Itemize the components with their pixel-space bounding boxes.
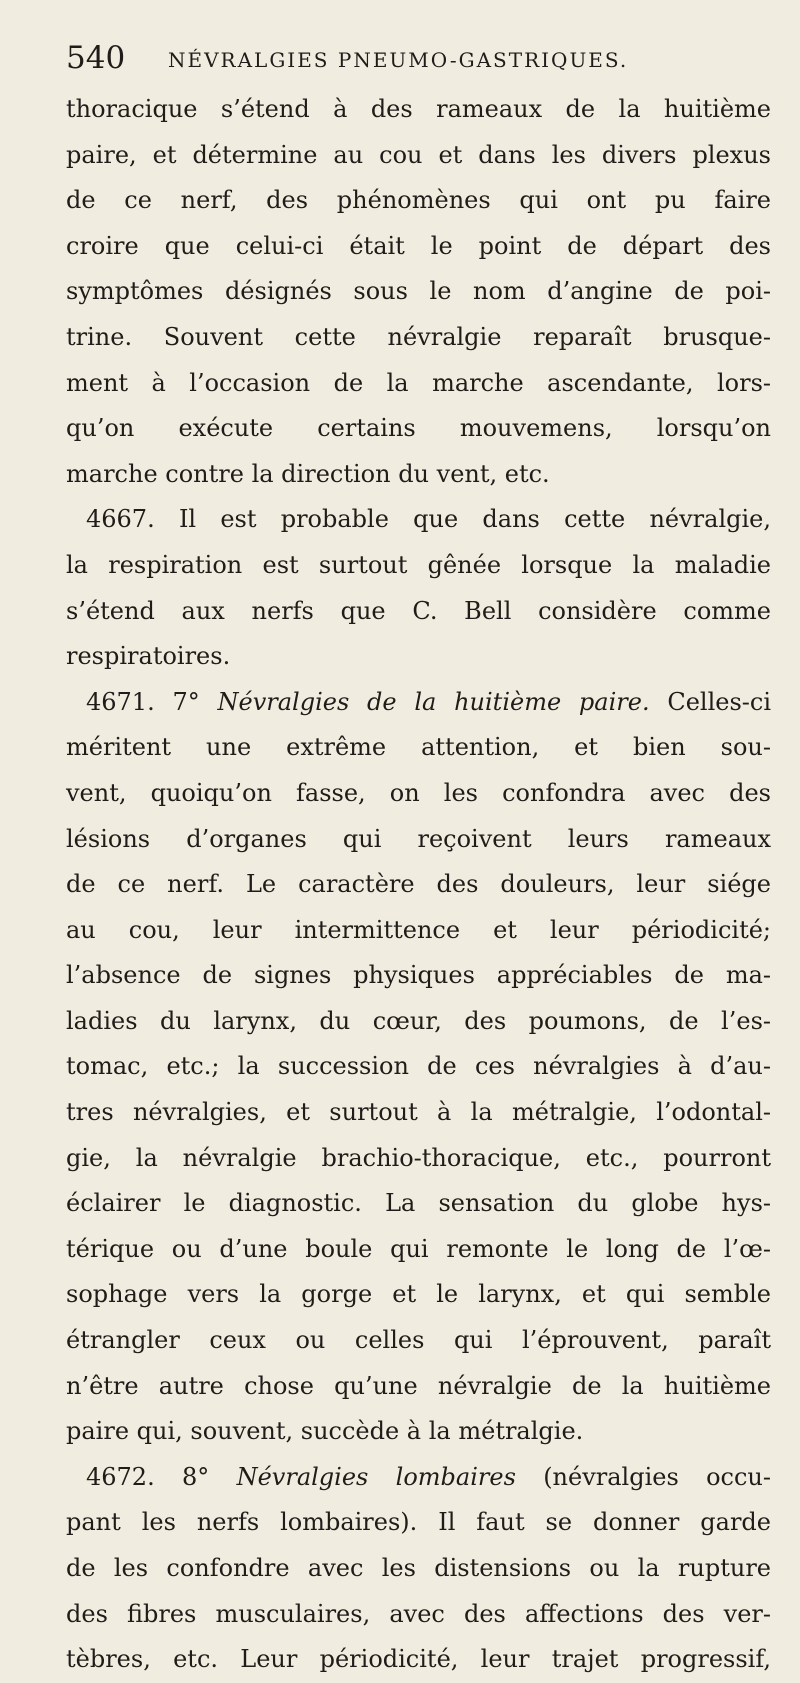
text-line: qu’on exécute certains mouvemens, lorsqu’on bbox=[66, 414, 771, 443]
section-title-italic: Névralgies de la huitième paire. bbox=[217, 687, 650, 716]
text-line: tomac, etc.; la succession de ces névralgies à d’au- bbox=[66, 1052, 771, 1081]
text-line: gie, la névralgie brachio-thoracique, etc., pourront bbox=[66, 1143, 771, 1172]
text-line: méritent une extrême attention, et bien sou- bbox=[66, 733, 771, 762]
text-line: au cou, leur intermittence et leur périodicité; bbox=[66, 915, 771, 944]
paragraph-4672-start bbox=[66, 1455, 771, 1501]
text-line: marche contre la direction du vent, etc. bbox=[66, 459, 550, 488]
text-line: éclairer le diagnostic. La sensation du globe hys- bbox=[66, 1189, 771, 1218]
paragraph-number: 4671. 7° bbox=[86, 687, 218, 716]
text-line: symptômes désignés sous le nom d’angine de poi- bbox=[66, 277, 771, 306]
text-fragment: Celles-ci bbox=[649, 687, 772, 716]
text-line: étrangler ceux ou celles qui l’éprouvent, paraît bbox=[66, 1326, 771, 1355]
text-line: des fibres musculaires, avec des affections des ver- bbox=[66, 1599, 771, 1628]
page-header bbox=[66, 38, 766, 78]
text-line: sophage vers la gorge et le larynx, et qui semble bbox=[66, 1280, 771, 1309]
text-line: térique ou d’une boule qui remonte le long de l’œ- bbox=[66, 1234, 771, 1263]
text-line: croire que celui-ci était le point de départ des bbox=[66, 231, 771, 260]
text-line: paire, et détermine au cou et dans les divers plexus bbox=[66, 140, 771, 169]
text-line: thoracique s’étend à des rameaux de la huitième bbox=[66, 95, 771, 123]
paragraph-4671-start bbox=[66, 680, 771, 726]
text-line: tèbres, etc. Leur périodicité, leur trajet progressif, bbox=[66, 1645, 771, 1674]
text-line: tres névralgies, et surtout à la métralgie, l’odontal- bbox=[66, 1098, 771, 1127]
text-line: vent, quoiqu’on fasse, on les confondra avec des bbox=[66, 778, 771, 807]
paragraph-4667-start: 4667. Il est probable que dans cette névralgie, bbox=[86, 505, 771, 534]
text-line: l’absence de signes physiques appréciables de ma- bbox=[66, 961, 771, 990]
section-title-italic: Névralgies lombaires bbox=[236, 1462, 516, 1491]
text-line: ladies du larynx, du cœur, des poumons, de l’es- bbox=[66, 1006, 771, 1035]
text-line: pant les nerfs lombaires). Il faut se donner garde bbox=[66, 1508, 771, 1537]
page-number: 540 bbox=[66, 40, 126, 76]
text-line: ment à l’occasion de la marche ascendante, lors- bbox=[66, 368, 771, 397]
text-line: lésions d’organes qui reçoivent leurs rameaux bbox=[66, 824, 771, 853]
text-line: trine. Souvent cette névralgie reparaît brusque- bbox=[66, 322, 771, 351]
text-line: de ce nerf, des phénomènes qui ont pu faire bbox=[66, 186, 771, 215]
running-head: NÉVRALGIES PNEUMO-GASTRIQUES. bbox=[168, 48, 629, 72]
text-line: respiratoires. bbox=[66, 642, 231, 671]
text-line: de les confondre avec les distensions ou la rupture bbox=[66, 1554, 771, 1582]
body-text bbox=[66, 87, 771, 1683]
paragraph-number: 4672. 8° bbox=[86, 1462, 237, 1491]
text-line: paire qui, souvent, succède à la métralgie. bbox=[66, 1417, 584, 1446]
text-line: n’être autre chose qu’une névralgie de la huitième bbox=[66, 1371, 771, 1400]
text-fragment: (névralgies occu- bbox=[515, 1462, 771, 1491]
text-line: de ce nerf. Le caractère des douleurs, leur siége bbox=[66, 870, 771, 899]
text-line: s’étend aux nerfs que C. Bell considère comme bbox=[66, 596, 771, 625]
text-line: la respiration est surtout gênée lorsque la maladie bbox=[66, 550, 771, 579]
